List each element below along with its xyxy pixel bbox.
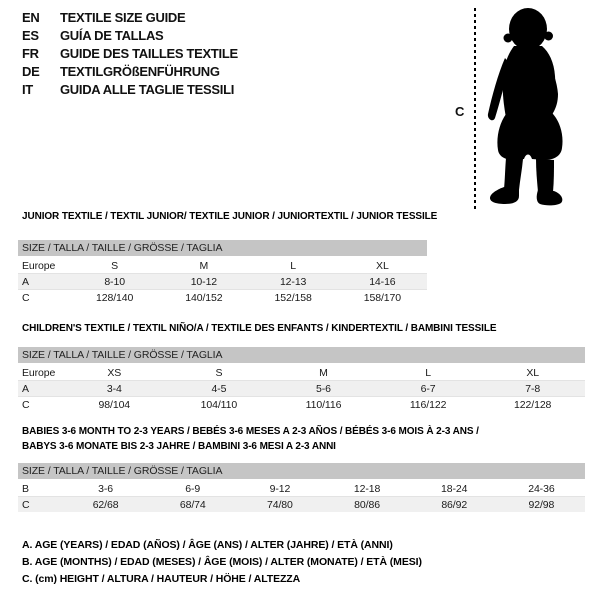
value-cell: 9-12 xyxy=(236,480,323,497)
size-header-row xyxy=(18,463,585,480)
language-row-fr xyxy=(22,44,238,62)
value-cell: 152/158 xyxy=(274,291,312,304)
value-cell: 7-8 xyxy=(480,381,585,397)
table-row xyxy=(18,381,585,397)
junior-size-table xyxy=(18,240,427,305)
height-measure-label: C xyxy=(455,104,465,119)
language-code: ES xyxy=(22,27,39,43)
value-cell: 98/104 xyxy=(98,398,131,411)
note-age-years: A. AGE (YEARS) / EDAD (AÑOS) / ÂGE (ANS) / ALTER (JAHRE) / ETÀ (ANNI) xyxy=(22,539,393,551)
row-label-cell: B xyxy=(18,480,62,497)
value-cell: 74/80 xyxy=(236,497,323,513)
value-cell: 12-13 xyxy=(249,274,338,290)
value-cell: 8-10 xyxy=(70,274,159,290)
value-cell: 110/116 xyxy=(305,398,342,411)
size-header-row xyxy=(18,240,427,257)
table-row xyxy=(18,480,585,497)
language-title: GUÍA DE TALLAS xyxy=(60,27,164,43)
value-cell: 140/152 xyxy=(185,291,223,304)
table-row xyxy=(18,274,427,290)
value-cell: 86/92 xyxy=(411,497,498,513)
language-row-es xyxy=(22,26,238,44)
legend-notes xyxy=(22,537,422,588)
value-cell: 116/122 xyxy=(409,398,447,411)
table-row xyxy=(18,257,427,274)
table-row xyxy=(18,397,585,413)
value-cell: 12-18 xyxy=(323,480,410,497)
value-cell: M xyxy=(159,257,248,274)
value-cell: XL xyxy=(338,257,427,274)
value-cell: 122/128 xyxy=(514,398,552,411)
language-row-en xyxy=(22,8,238,26)
size-header-row xyxy=(18,347,585,364)
row-label-cell: Europe xyxy=(18,257,70,274)
value-cell: M xyxy=(271,364,376,381)
babies-size-table xyxy=(18,463,585,512)
children-size-table xyxy=(18,347,585,412)
row-label-cell: C xyxy=(22,398,30,411)
size-header-cell: SIZE / TALLA / TAILLE / GRÖSSE / TAGLIA xyxy=(18,463,585,480)
table-row xyxy=(18,290,427,306)
children-table-title: CHILDREN'S TEXTILE / TEXTIL NIÑO/A / TEXTILE DES ENFANTS / KINDERTEXTIL / BAMBINI TESSILE xyxy=(22,323,497,334)
size-header-cell: SIZE / TALLA / TAILLE / GRÖSSE / TAGLIA xyxy=(18,347,585,364)
row-label-cell: A xyxy=(18,381,62,397)
value-cell: 80/86 xyxy=(323,497,410,513)
value-cell: L xyxy=(376,364,481,381)
value-cell: 24-36 xyxy=(498,480,585,497)
value-cell: 158/170 xyxy=(363,291,401,304)
value-cell: L xyxy=(249,257,338,274)
language-code: DE xyxy=(22,63,40,79)
row-label-cell: C xyxy=(18,497,62,513)
value-cell: 6-9 xyxy=(149,480,236,497)
junior-table-title: JUNIOR TEXTILE / TEXTIL JUNIOR/ TEXTILE JUNIOR / JUNIORTEXTIL / JUNIOR TESSILE xyxy=(22,211,438,222)
babies-table-title: BABIES 3-6 MONTH TO 2-3 YEARS / BEBÉS 3-6 MESES A 2-3 AÑOS / BÉBÉS 3-6 MOIS À 2-3 ANS / BABYS 3-6 MONATE BIS 2-3 JAHRE / BAMBINI 3-6 MESI A 2-3 ANNI xyxy=(22,426,479,452)
value-cell: 4-5 xyxy=(167,381,272,397)
table-row xyxy=(18,364,585,381)
value-cell: 92/98 xyxy=(498,497,585,513)
language-code: EN xyxy=(22,9,40,25)
language-title: TEXTILGRÖßENFÜHRUNG xyxy=(60,63,220,79)
language-title: TEXTILE SIZE GUIDE xyxy=(60,9,186,25)
value-cell: S xyxy=(167,364,272,381)
value-cell: 62/68 xyxy=(62,497,149,513)
value-cell: S xyxy=(70,257,159,274)
language-list xyxy=(22,8,238,98)
note-age-months: B. AGE (MONTHS) / EDAD (MESES) / ÂGE (MOIS) / ALTER (MONATE) / ETÀ (MESI) xyxy=(22,556,422,568)
note-height-cm: C. (cm) HEIGHT / ALTURA / HAUTEUR / HÖHE / ALTEZZA xyxy=(22,573,301,585)
language-code: IT xyxy=(22,81,33,97)
value-cell: 14-16 xyxy=(338,274,427,290)
value-cell: 68/74 xyxy=(149,497,236,513)
value-cell: 18-24 xyxy=(411,480,498,497)
language-row-de xyxy=(22,62,238,80)
value-cell: 3-4 xyxy=(62,381,167,397)
size-header-cell: SIZE / TALLA / TAILLE / GRÖSSE / TAGLIA xyxy=(18,240,427,257)
value-cell: 104/110 xyxy=(200,398,238,411)
value-cell: XS xyxy=(62,364,167,381)
row-label-cell: C xyxy=(22,291,30,304)
language-code: FR xyxy=(22,45,39,61)
language-row-it xyxy=(22,80,238,98)
language-title: GUIDE DES TAILLES TEXTILE xyxy=(60,45,238,61)
table-row xyxy=(18,497,585,513)
row-label-cell: Europe xyxy=(18,364,62,381)
row-label-cell: A xyxy=(18,274,70,290)
value-cell: 6-7 xyxy=(376,381,481,397)
value-cell: 128/140 xyxy=(95,291,134,304)
value-cell: 3-6 xyxy=(62,480,149,497)
value-cell: 10-12 xyxy=(159,274,248,290)
value-cell: XL xyxy=(480,364,585,381)
language-title: GUIDA ALLE TAGLIE TESSILI xyxy=(60,81,235,97)
value-cell: 5-6 xyxy=(271,381,376,397)
height-measure-dashed-line xyxy=(474,8,476,212)
toddler-silhouette-image xyxy=(478,2,598,222)
